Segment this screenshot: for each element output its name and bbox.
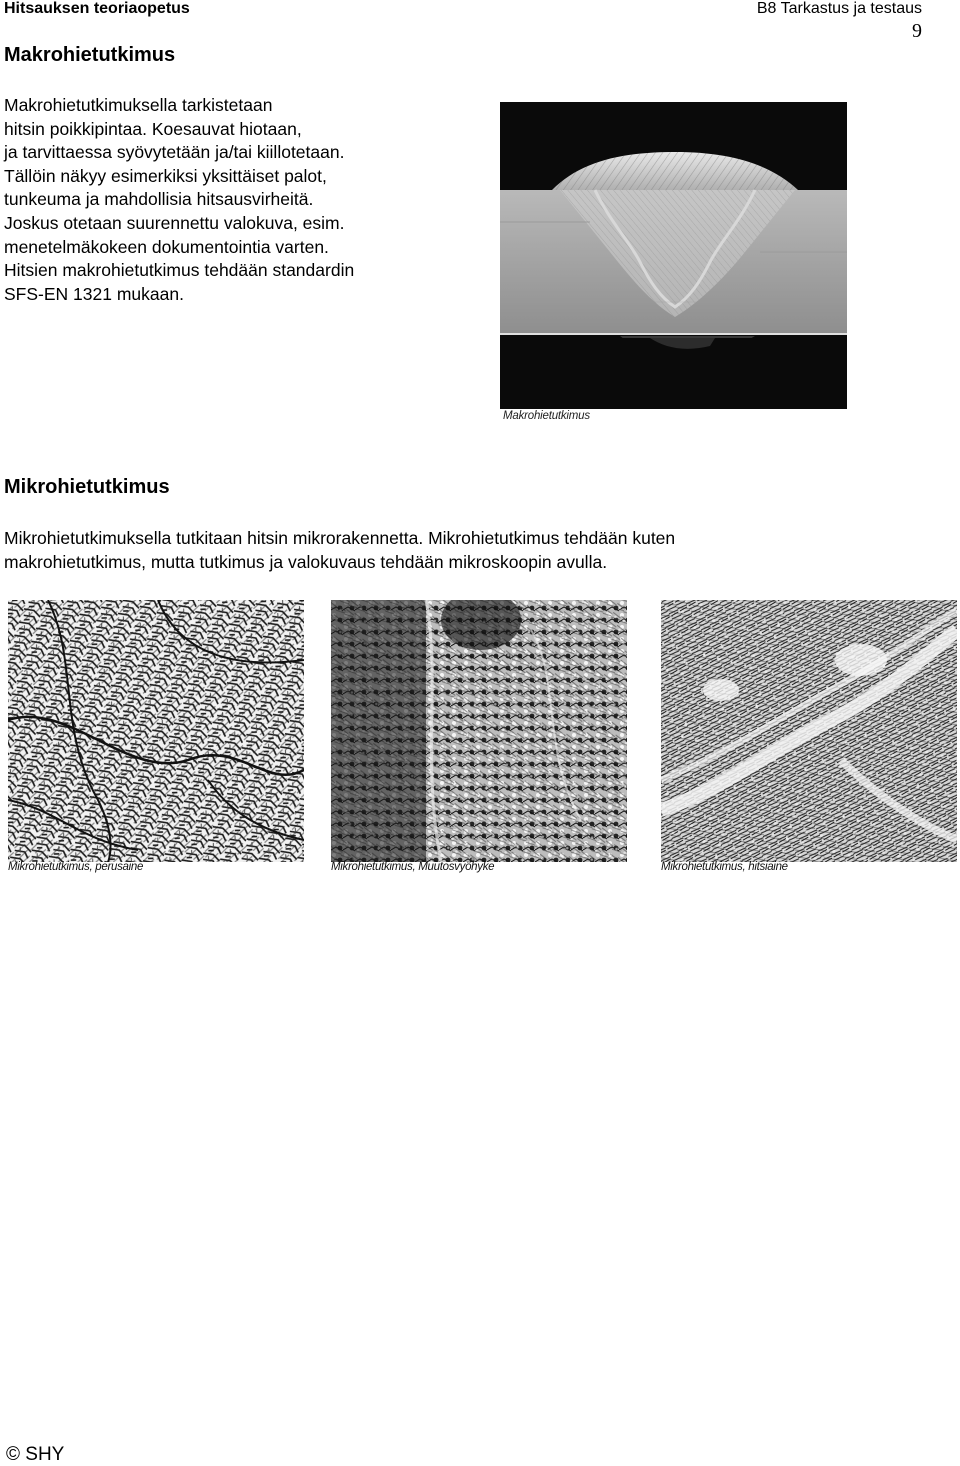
micro-line: Mikrohietutkimuksella tutkitaan hitsin mikrorakennetta. Mikrohietutkimus tehdään kuten bbox=[4, 528, 676, 548]
micro-figure-haz bbox=[331, 600, 627, 880]
micro-paragraph bbox=[4, 527, 944, 574]
micro-caption-haz: Mikrohietutkimus, Muutosvyöhyke bbox=[331, 861, 495, 873]
micro-figure-base-metal bbox=[8, 600, 304, 880]
micro-image-base-metal bbox=[8, 600, 304, 862]
macro-line: Tällöin näkyy esimerkiksi yksittäiset palot, bbox=[4, 165, 327, 186]
micro-figure-weld-metal bbox=[661, 600, 957, 880]
macro-line: menetelmäkokeen dokumentointia varten. bbox=[4, 236, 329, 257]
micro-caption-weld-metal: Mikrohietutkimus, hitsiaine bbox=[661, 861, 788, 873]
page-number: 9 bbox=[912, 20, 922, 42]
macro-weld-image bbox=[500, 102, 850, 412]
macro-line: Makrohietutkimuksella tarkistetaan bbox=[4, 95, 273, 115]
micro-image-haz bbox=[331, 600, 627, 862]
macro-line: Joskus otetaan suurennettu valokuva, esim. bbox=[4, 212, 345, 233]
macro-figure-caption: Makrohietutkimus bbox=[503, 410, 590, 422]
header-course-title: Hitsauksen teoriaopetus bbox=[4, 0, 190, 17]
macro-line: tunkeuma ja mahdollisia hitsausvirheitä. bbox=[4, 189, 314, 210]
micro-heading: Mikrohietutkimus bbox=[4, 476, 170, 498]
macro-paragraph bbox=[4, 94, 474, 306]
micro-image-weld-metal bbox=[661, 600, 957, 862]
macro-line: ja tarvittaessa syövytetään ja/tai kiillotetaan. bbox=[4, 142, 345, 163]
macro-line: Hitsien makrohietutkimus tehdään standardin bbox=[4, 260, 355, 281]
macro-weld-photo bbox=[500, 102, 850, 427]
macro-heading: Makrohietutkimus bbox=[4, 44, 176, 66]
macro-line: hitsin poikkipintaa. Koesauvat hiotaan, bbox=[4, 118, 302, 139]
macro-line: SFS-EN 1321 mukaan. bbox=[4, 283, 184, 304]
micro-line: makrohietutkimus, mutta tutkimus ja valokuvaus tehdään mikroskoopin avulla. bbox=[4, 551, 608, 572]
footer-copyright: © SHY bbox=[6, 1444, 65, 1465]
header-section-title: B8 Tarkastus ja testaus bbox=[756, 0, 922, 17]
micro-caption-base-metal: Mikrohietutkimus, perusaine bbox=[8, 861, 144, 873]
